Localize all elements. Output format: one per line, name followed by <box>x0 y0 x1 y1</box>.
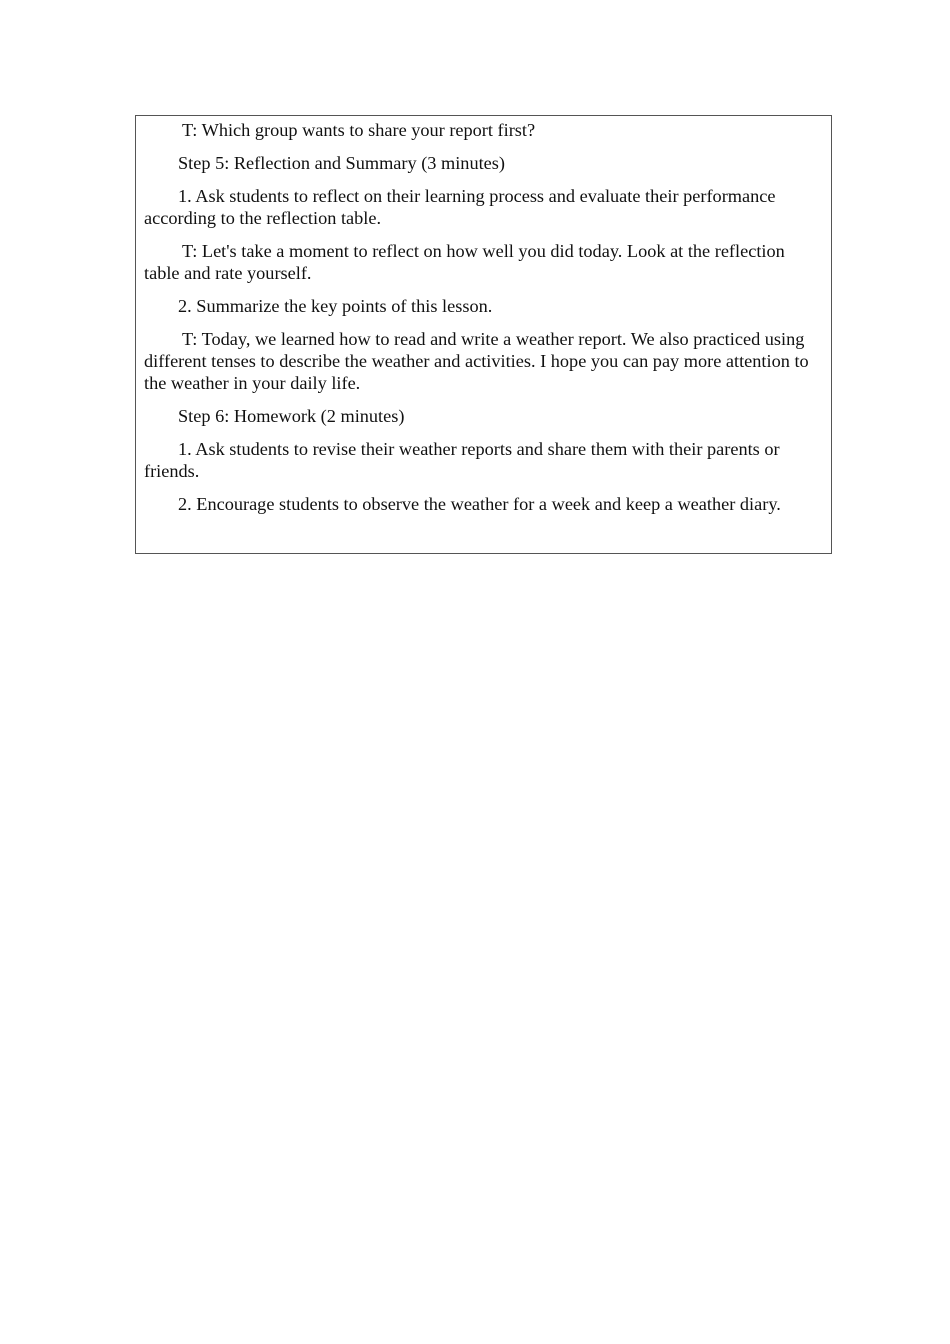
step-6-item-2: 2. Encourage students to observe the weather for a week and keep a weather diary. <box>178 494 781 514</box>
teacher-summary: T: Today, we learned how to read and write a weather report. We also practiced using different tenses to describe the weather and activities. I hope you can pay more attention to the weather in your daily life. <box>144 329 809 393</box>
step-5-heading: Step 5: Reflection and Summary (3 minutes) <box>178 153 505 173</box>
teacher-question-share: T: Which group wants to share your report first? <box>182 120 536 140</box>
step-6-heading: Step 6: Homework (2 minutes) <box>178 406 405 426</box>
teacher-reflect: T: Let's take a moment to reflect on how well you did today. Look at the reflection table and rate yourself. <box>144 241 785 283</box>
step-5-item-2: 2. Summarize the key points of this lesson. <box>178 296 493 316</box>
lesson-plan-table-cell <box>135 115 832 554</box>
step-6-item-1: 1. Ask students to revise their weather reports and share them with their parents or friends. <box>144 439 780 481</box>
step-5-item-1: 1. Ask students to reflect on their learning process and evaluate their performance according to the reflection table. <box>144 186 776 228</box>
